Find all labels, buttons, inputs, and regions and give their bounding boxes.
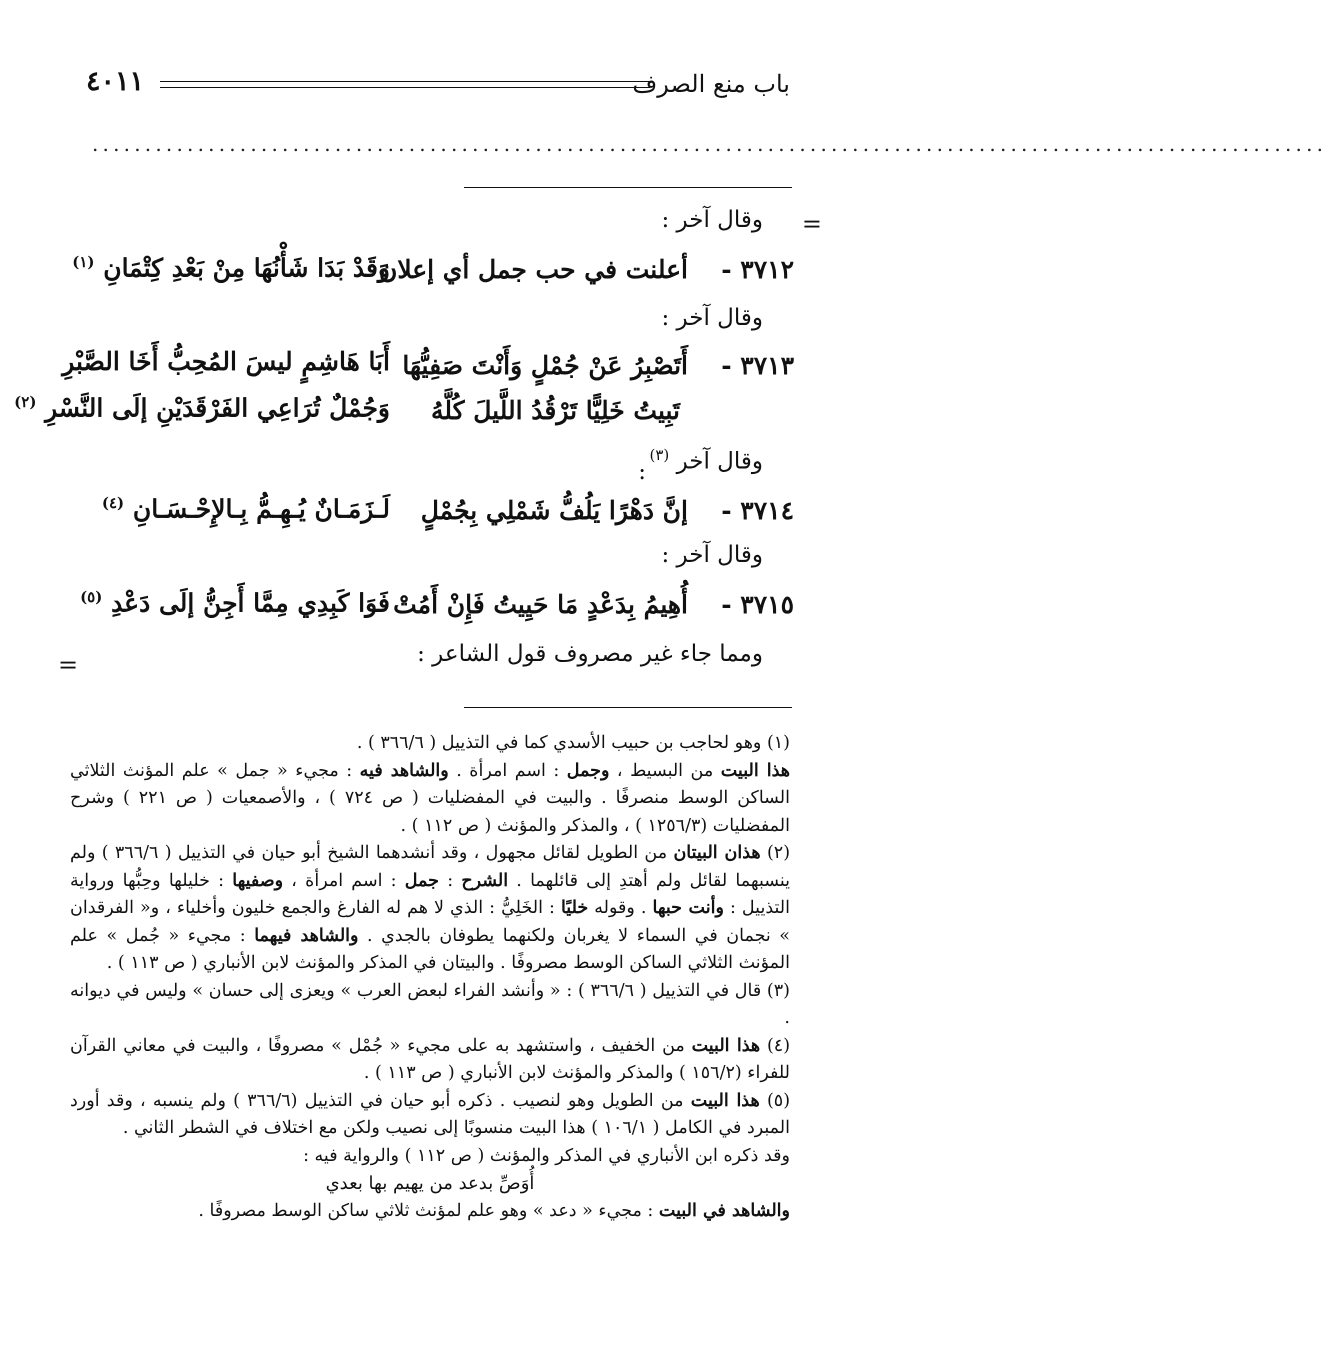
footnote-ref: (٥) xyxy=(80,588,103,606)
verse-hemistich-first: تَبِيتُ خَلِيًّا تَرْقُدُ اللَّيلَ كُلَّهُ xyxy=(430,396,680,425)
footnote-ref: (٢) xyxy=(14,393,37,411)
verse-text: لَـزَمَـانٌ يُـهِـمُّ بِـالإِحْـسَـانِ xyxy=(132,494,390,524)
verse-hemistich-second xyxy=(80,588,390,617)
verse-intro: وقال آخر : xyxy=(661,305,763,331)
footnote-5-cont: وقد ذكره ابن الأنباري في المذكر والمؤنث ( ص ١١٢ ) والرواية فيه : xyxy=(303,1145,790,1166)
section-rule xyxy=(464,187,792,188)
footnotes xyxy=(70,730,790,1226)
header-rule xyxy=(160,87,650,88)
verse-intro-colon: : xyxy=(638,459,646,485)
dotted-separator: ..................................................................................................................... xyxy=(92,132,1327,156)
footnote-ref: (٤) xyxy=(101,494,125,512)
continuation-mark: = xyxy=(58,651,79,679)
verse-number: ٣٧١٥ - xyxy=(721,590,794,619)
footnote-5-evidence: والشاهد في البيت : مجيء « دعد » وهو علم لمؤنث ثلاثي ساكن الوسط مصروفًا . xyxy=(198,1201,790,1221)
verse-number: ٣٧١٤ - xyxy=(721,496,794,525)
verse-hemistich-first: أعلنت في حب جمل أي إعلان xyxy=(378,255,688,284)
footnote-5: (٥) هذا البيت من الطويل وهو لنصيب . ذكره أبو حيان في التذييل (٣٦٦/٦ ) ولم ينسبه ، وقد أورد المبرد في الكامل ( ١٠٦/١ ) هذا البيت منسوبًا إلى نصيب ولكن مع اختلاف في الشطر الثاني . xyxy=(70,1090,791,1138)
footnote-1: (١) وهو لحاجب بن حبيب الأسدي كما في التذييل ( ٣٦٦/٦ ) . xyxy=(356,733,790,753)
footnote-separator xyxy=(464,707,792,708)
verse-hemistich-second xyxy=(72,253,390,282)
chapter-title: باب منع الصرف xyxy=(632,70,790,98)
verse-intro: وقال آخر : xyxy=(661,542,763,568)
verse-number: ٣٧١٢ - xyxy=(721,255,794,284)
footnote-3: (٣) قال في التذييل ( ٣٦٦/٦ ) : « وأنشد الفراء لبعض العرب » ويعزى إلى حسان » وليس في ديوانه . xyxy=(70,980,790,1028)
verse-hemistich-first: إنَّ دَهْرًا يَلُفُّ شَمْلِي بِجُمْلٍ xyxy=(420,496,688,525)
verse-intro: وقال آخر $^{(٣)}$ xyxy=(649,446,763,475)
footnote-ref: (١) xyxy=(72,253,95,271)
closing-line: ومما جاء غير مصروف قول الشاعر : xyxy=(417,641,763,667)
footnote-1-body: هذا البيت من البسيط ، وجمل : اسم امرأة . والشاهد فيه : مجيء « جمل » علم المؤنث الثلاثي الساكن الوسط منصرفًا . والبيت في المفضليات ( ص ٧٢٤ ) ، والأصمعيات ( ص ٢٢١ ) وشرح المفضليات (١٢٥٦/٣ ) ، والمذكر والمؤنث ( ص ١١٢ ) . xyxy=(70,760,790,836)
verse-text: وَقَدْ بَدَا شَأْنُهَا مِنْ بَعْدِ كِتْمَانِ xyxy=(103,253,390,283)
verse-hemistich-second xyxy=(14,393,390,422)
header-rule xyxy=(160,81,650,82)
verse-hemistich-first: أَتَصْبِرُ عَنْ جُمْلٍ وَأَنْتَ صَفِيُّهَا xyxy=(402,351,688,380)
verse-hemistich-second: أَبَا هَاشِمٍ ليسَ المُحِبُّ أَخَا الصَّبْرِ xyxy=(62,347,390,376)
verse-hemistich-second xyxy=(102,494,390,523)
verse-intro: وقال آخر : xyxy=(661,207,763,233)
verse-hemistich-first: أُهِيمُ بِدَعْدٍ مَا حَيِيتُ فَإِنْ أَمُتْ xyxy=(393,590,688,619)
continuation-mark: = xyxy=(801,210,822,238)
footnote-ref: (٣) xyxy=(649,446,670,464)
page-number: ٤٠١١ xyxy=(86,66,145,97)
footnote-5-verse: أُوَصِّ بدعد من يهيم بها بعدي xyxy=(325,1173,535,1194)
verse-text: فَوَا كَبِدِي مِمَّا أَجِنُّ إلَى دَعْدِ xyxy=(111,588,390,618)
verse-text: وَجُمْلٌ تُرَاعِي الفَرْقَدَيْنِ إلَى النَّسْرِ xyxy=(45,393,390,423)
footnote-2: (٢) هذان البيتان من الطويل لقائل مجهول ، وقد أنشدهما الشيخ أبو حيان في التذييل ( ٣٦٦/٦ ) ولم ينسبهما لقائل ولم أهتدِ إلى قائلهما . الشرح : جمل : اسم امرأة ، وصفيها : خليلها وحِبُّها ورواية التذييل : وأنت حبها . وقوله خليًا : الخَلِيُّ : الذي لا هم له الفارغ والجمع خليون وأخلياء ، و« الفرقدان » نجمان في السماء لا يغربان ولكنهما يطوفان بالجدي . والشاهد فيهما : مجيء « جُمل » علم المؤنث الثلاثي الساكن الوسط مصروفًا . والبيتان في المذكر والمؤنث لابن الأنباري ( ص ١١٣ ) . xyxy=(70,843,791,973)
footnote-4: (٤) هذا البيت من الخفيف ، واستشهد به على مجيء « جُمْل » مصروفًا ، والبيت في معاني القرآن للفراء (١٥٦/٢ ) والمذكر والمؤنث لابن الأنباري ( ص ١١٣ ) . xyxy=(70,1035,791,1083)
verse-number: ٣٧١٣ - xyxy=(721,351,794,380)
